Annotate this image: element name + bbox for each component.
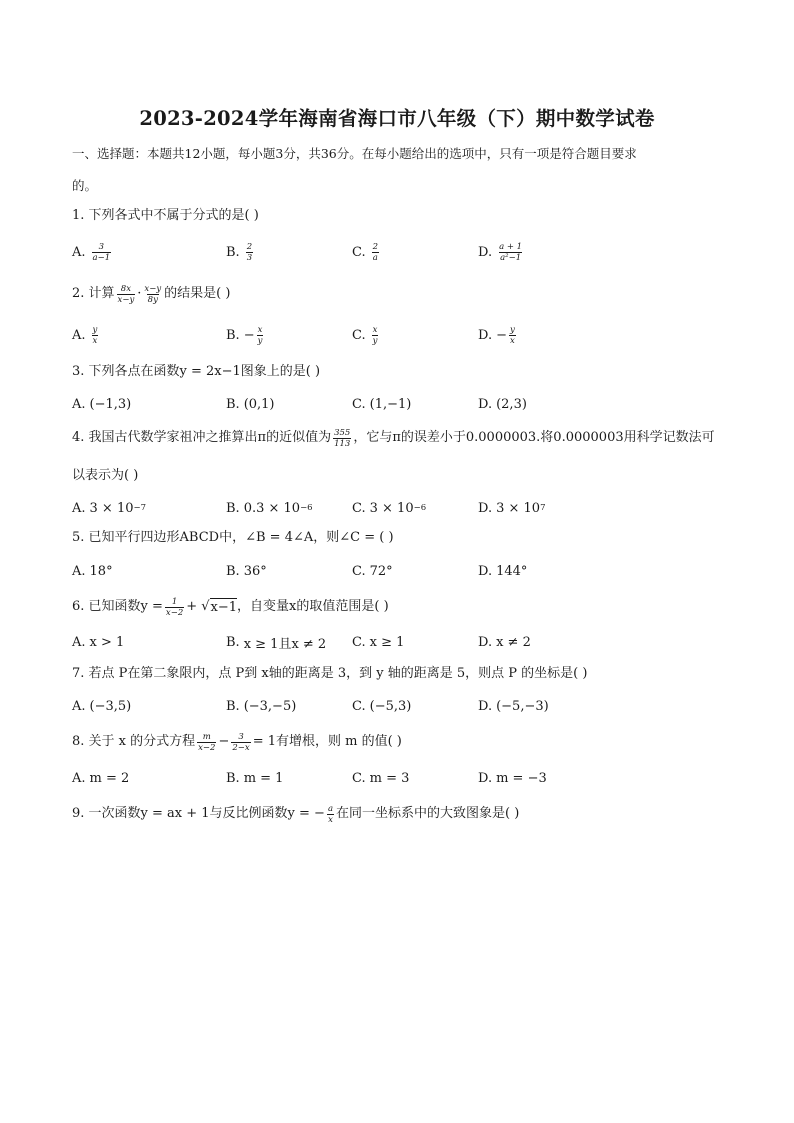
q3-option-d[interactable]: D. (2,3)	[478, 396, 527, 412]
q8-option-d[interactable]: D. m = −3	[478, 770, 547, 786]
fraction: $\frac{x}{y}$	[257, 324, 263, 346]
q2-option-a[interactable]: A. $\frac{y}{x}$	[72, 324, 98, 346]
question-2-stem: 2. 计算 $\frac{8x}{x-y}$ · $\frac{x-y}{8y}$ 的结果是( )	[72, 283, 231, 305]
q5-option-a[interactable]: A. 18°	[72, 563, 113, 579]
question-5-options	[72, 558, 732, 584]
q4-option-b[interactable]: B. 0.3 × 10 −6	[226, 500, 313, 516]
section-header-line-2: 的。	[72, 178, 98, 193]
fraction: $\frac{x}{y}$	[372, 324, 378, 346]
q3-option-b[interactable]: B. (0,1)	[226, 396, 275, 412]
fraction: $\frac{y}{x}$	[92, 324, 98, 346]
question-4-stem-line-1: 4. 我国古代数学家祖冲之推算出π的近似值为 $\frac{355}{113}$ ，它与π的误差小于0.0000003.将0.0000003用科学记数法可	[72, 427, 715, 449]
question-4-options	[72, 495, 732, 521]
question-7-options	[72, 693, 732, 719]
exam-title: 2023-2024学年海南省海口市八年级（下）期中数学试卷	[139, 107, 655, 130]
q5-option-b[interactable]: B. 36°	[226, 563, 267, 579]
q6-option-b[interactable]: B. x ≥ 1且x ≠ 2	[226, 634, 327, 652]
q3-option-a[interactable]: A. (−1,3)	[72, 396, 132, 412]
q8-option-a[interactable]: A. m = 2	[72, 770, 130, 786]
q7-option-d[interactable]: D. (−5,−3)	[478, 698, 549, 714]
q7-option-c[interactable]: C. (−5,3)	[352, 698, 412, 714]
fraction: $\frac{a}{x}$	[327, 803, 334, 825]
q1-option-c[interactable]: C. $\frac{2}{a}$	[352, 241, 379, 263]
fraction: $\frac{355}{113}$	[334, 427, 351, 449]
fraction: $\frac{m}{x-2}$	[198, 731, 216, 753]
q6-option-c[interactable]: C. x ≥ 1	[352, 634, 405, 650]
fraction: $\frac{2}{3}$	[246, 241, 253, 263]
question-5-stem: 5. 已知平行四边形ABCD中，∠B = 4∠A，则∠C = ( )	[72, 530, 394, 545]
q1-option-a[interactable]: A. $\frac{3}{a-1}$	[72, 241, 111, 263]
question-3-stem: 3. 下列各点在函数y = 2x−1图象上的是( )	[72, 364, 321, 379]
fraction: $\frac{3}{2-x}$	[232, 731, 250, 753]
fraction: $\frac{y}{x}$	[510, 324, 515, 346]
question-7-stem: 7. 若点 P在第二象限内，点 P到 x轴的距离是 3，到 y 轴的距离是 5，则点 P 的坐标是( )	[72, 666, 588, 681]
fraction: $\frac{8x}{x-y}$	[117, 283, 135, 305]
q2-option-d[interactable]: D. − $\frac{y}{x}$	[478, 324, 515, 346]
question-9-stem: 9. 一次函数y = ax + 1与反比例函数y = − $\frac{a}{x}$ 在同一坐标系中的大致图象是( )	[72, 803, 520, 825]
question-1-stem: 1. 下列各式中不属于分式的是( )	[72, 208, 259, 223]
q1-option-b[interactable]: B. $\frac{2}{3}$	[226, 241, 253, 263]
q7-option-a[interactable]: A. (−3,5)	[72, 698, 132, 714]
q4-option-a[interactable]: A. 3 × 10 −7	[72, 500, 147, 516]
question-6-options	[72, 629, 732, 655]
q6-option-a[interactable]: A. x > 1	[72, 634, 125, 650]
q4-option-d[interactable]: D. 3 × 10 7	[478, 500, 546, 516]
fraction: $\frac{x-y}{8y}$	[144, 283, 162, 305]
fraction: $\frac{3}{a-1}$	[92, 241, 111, 263]
question-6-stem: 6. 已知函数y = $\frac{1}{x-2}$ + √ x−1 ，自变量x的取值范围是( )	[72, 596, 389, 618]
q4-option-c[interactable]: C. 3 × 10 −6	[352, 500, 427, 516]
q2-option-b[interactable]: B. − $\frac{x}{y}$	[226, 324, 263, 346]
question-8-stem: 8. 关于 x 的分式方程 $\frac{m}{x-2}$ − $\frac{3}{2-x}$ = 1有增根，则 m 的值( )	[72, 731, 402, 753]
q6-option-d[interactable]: D. x ≠ 2	[478, 634, 531, 650]
question-1-options	[72, 239, 732, 265]
q2-option-c[interactable]: C. $\frac{x}{y}$	[352, 324, 378, 346]
q8-option-c[interactable]: C. m = 3	[352, 770, 410, 786]
question-4-stem-line-2: 以表示为( )	[72, 468, 139, 483]
question-3-options	[72, 391, 732, 417]
q5-option-c[interactable]: C. 72°	[352, 563, 393, 579]
q8-option-b[interactable]: B. m = 1	[226, 770, 284, 786]
fraction: $\frac{a + 1}{\text{a²−1}}$	[499, 241, 523, 263]
section-header-line-1: 一、选择题：本题共12小题，每小题3分，共36分。在每小题给出的选项中，只有一项是符合题目要求	[72, 146, 637, 161]
square-root: x−1	[210, 599, 238, 615]
q5-option-d[interactable]: D. 144°	[478, 563, 528, 579]
fraction: $\frac{2}{a}$	[372, 241, 379, 263]
q1-option-d[interactable]: D. $\frac{a + 1}{\text{a²−1}}$	[478, 241, 523, 263]
q7-option-b[interactable]: B. (−3,−5)	[226, 698, 297, 714]
question-8-options	[72, 765, 732, 791]
question-2-options	[72, 322, 732, 348]
fraction: $\frac{1}{x-2}$	[165, 596, 184, 618]
q3-option-c[interactable]: C. (1,−1)	[352, 396, 412, 412]
